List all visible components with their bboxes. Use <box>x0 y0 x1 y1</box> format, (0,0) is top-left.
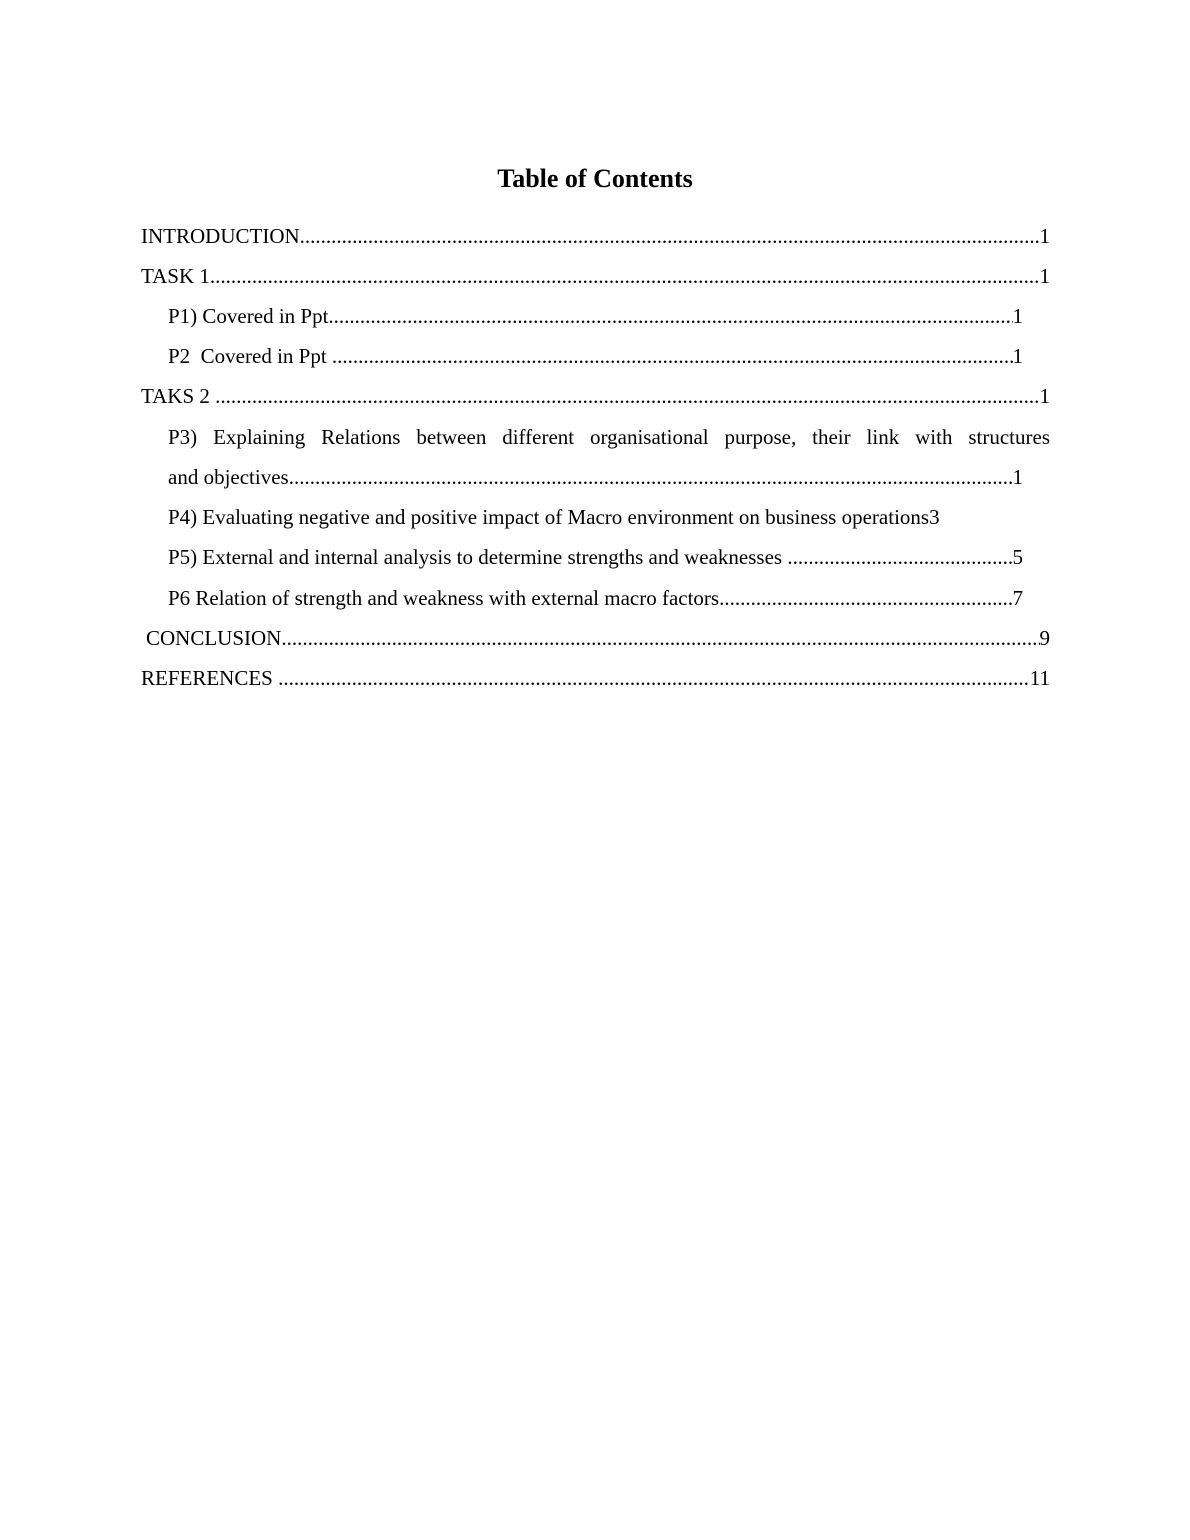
dot-leader <box>281 624 1039 652</box>
toc-entry-conclusion[interactable] <box>146 624 1050 652</box>
toc-entry-p5[interactable] <box>168 543 1023 571</box>
toc-entry-p3-line-2[interactable] <box>168 463 1023 491</box>
dot-leader <box>300 222 1040 250</box>
toc-page-number: 5 <box>1012 545 1023 569</box>
toc-entry-p6[interactable] <box>168 584 1023 612</box>
toc-entry-label: P1) Covered in Ppt <box>168 304 329 328</box>
dot-leader <box>278 664 1030 692</box>
toc-entry-label: REFERENCES <box>141 666 279 690</box>
toc-entry-label: P2 Covered in Ppt <box>168 344 332 368</box>
toc-page-number: 1 <box>1039 264 1050 288</box>
toc-entry-taks-2[interactable] <box>141 382 1050 410</box>
toc-entry-p4[interactable] <box>168 503 940 531</box>
toc-page-number: 1 <box>1012 344 1023 368</box>
toc-entry-p1[interactable] <box>168 302 1023 330</box>
dot-leader <box>210 262 1040 290</box>
dot-leader <box>787 543 1012 571</box>
toc-entry-label: TAKS 2 <box>141 384 216 408</box>
toc-page-number: 7 <box>1012 586 1023 610</box>
toc-entry-label: P5) External and internal analysis to determine strengths and weaknesses <box>168 545 788 569</box>
dot-leader <box>289 463 1013 491</box>
toc-page-number: 1 <box>1012 304 1023 328</box>
toc-entry-task-1[interactable] <box>141 262 1050 290</box>
toc-entry-p2[interactable] <box>168 342 1023 370</box>
toc-entry-label: CONCLUSION <box>146 626 282 650</box>
toc-entry-label: TASK 1 <box>141 264 210 288</box>
toc-entry-label: P6 Relation of strength and weakness with external macro factors <box>168 586 720 610</box>
dot-leader <box>328 302 1012 330</box>
toc-entry-p3-line-1[interactable] <box>168 423 1050 451</box>
toc-page-number: 3 <box>929 505 940 529</box>
dot-leader <box>719 584 1012 612</box>
toc-page-number: 1 <box>1039 384 1050 408</box>
toc-entry-references[interactable] <box>141 664 1050 692</box>
dot-leader <box>332 342 1013 370</box>
toc-entry-label: P3) Explaining Relations between different organisational purpose, their link with structures <box>168 425 1050 449</box>
toc-page-number: 1 <box>1012 465 1023 489</box>
toc-entry-label: INTRODUCTION <box>141 224 300 248</box>
dot-leader <box>215 382 1039 410</box>
toc-page-number: 9 <box>1039 626 1050 650</box>
toc-entry-label: P4) Evaluating negative and positive impact of Macro environment on business operations <box>168 505 930 529</box>
toc-page-number: 11 <box>1029 666 1050 690</box>
toc-entry-label: and objectives <box>168 465 289 489</box>
toc-entry-introduction[interactable] <box>141 222 1050 250</box>
toc-page-number: 1 <box>1039 224 1050 248</box>
toc-title: Table of Contents <box>497 164 693 193</box>
